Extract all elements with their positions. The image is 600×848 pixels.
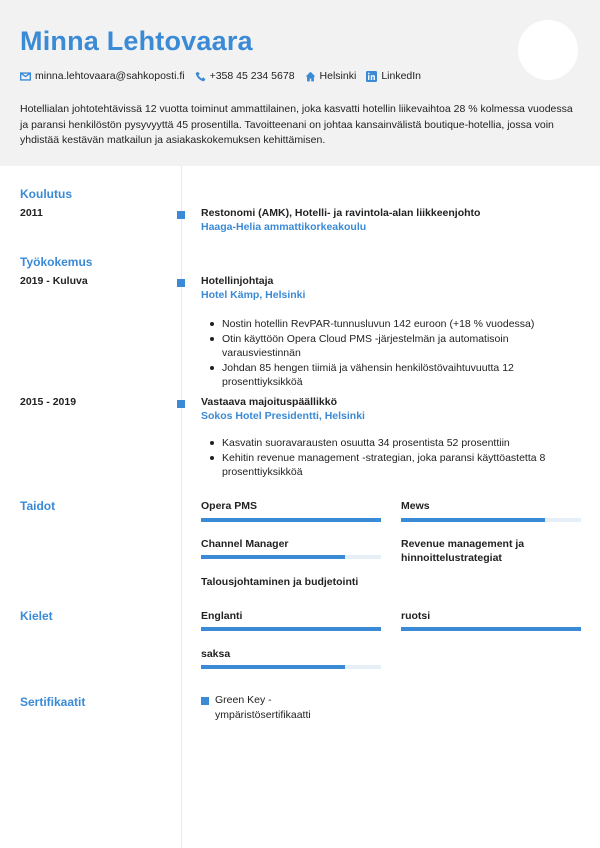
home-icon xyxy=(305,71,316,82)
section-title-education: Koulutus xyxy=(20,187,72,201)
header-band xyxy=(0,0,600,166)
candidate-name: Minna Lehtovaara xyxy=(20,26,253,56)
section-title-experience: Työkokemus xyxy=(20,255,93,269)
certificate-text: Green Key -ympäristösertifikaatti xyxy=(215,694,311,721)
job-organization: Hotel Kämp, Helsinki xyxy=(201,289,306,301)
phone-text: +358 45 234 5678 xyxy=(209,70,295,82)
skill-label: Talousjohtaminen ja budjetointi xyxy=(201,576,359,588)
profile-photo-placeholder xyxy=(518,20,578,80)
language-label: Englanti xyxy=(201,610,243,622)
contact-phone[interactable] xyxy=(195,70,295,82)
section-title-certificates: Sertifikaatit xyxy=(20,695,86,709)
language-bar xyxy=(401,627,581,631)
language-bar-fill xyxy=(201,665,345,669)
achievement-item: Johdan 85 hengen tiimiä ja vähensin henkilöstövaihtuvuutta 12 prosenttiyksikköä xyxy=(210,361,590,390)
job-role: Vastaava majoituspäällikkö xyxy=(201,396,337,408)
achievement-item: Kasvatin suoravarausten osuutta 34 prosentista 52 prosenttiin xyxy=(210,436,590,451)
job-date: 2015 - 2019 xyxy=(20,396,77,408)
contact-city xyxy=(305,70,357,82)
skill-label: Channel Manager xyxy=(201,538,289,550)
skill-bar-fill xyxy=(401,518,545,522)
achievement-item: Otin käyttöön Opera Cloud PMS -järjestelmän ja automatisoin varausviestinnän xyxy=(210,332,590,361)
envelope-icon xyxy=(20,71,31,82)
skill-bar xyxy=(401,518,581,522)
contact-email[interactable] xyxy=(20,70,185,82)
language-bar xyxy=(201,665,381,669)
language-bar-fill xyxy=(401,627,581,631)
language-label: ruotsi xyxy=(401,610,431,622)
section-title-skills: Taidot xyxy=(20,499,56,513)
city-text: Helsinki xyxy=(319,70,357,82)
education-date: 2011 xyxy=(20,207,43,219)
contact-row xyxy=(20,69,431,83)
language-label: saksa xyxy=(201,648,231,660)
profile-summary: Hotellialan johtotehtävissä 12 vuotta toiminut ammattilainen, joka kasvatti hotellin liikevaihtoa 28 % kolmessa vuodessa ja paransi henkilöstön pysyvyyttä 45 prosentilla. Tavoitteenani on johtaa kansainvälistä boutique-hotellia, jossa voin yhdistää kestävän matkailun ja asiakaskokemuksen kehittämisen. xyxy=(20,103,573,146)
certificate-item xyxy=(201,693,345,722)
achievement-item: Nostin hotellin RevPAR-tunnusluvun 142 euroon (+18 % vuodessa) xyxy=(210,317,590,332)
skill-bar xyxy=(201,555,381,559)
education-degree: Restonomi (AMK), Hotelli- ja ravintola-alan liikkeenjohto xyxy=(201,207,481,219)
timeline-marker xyxy=(177,279,185,287)
skill-label: Mews xyxy=(401,500,430,512)
skill-label: Revenue management ja hinnoittelustrategiat xyxy=(401,538,525,564)
job-date: 2019 - Kuluva xyxy=(20,275,88,287)
timeline-marker xyxy=(177,211,185,219)
job-achievements xyxy=(210,436,590,480)
section-title-languages: Kielet xyxy=(20,609,53,623)
job-organization: Sokos Hotel Presidentti, Helsinki xyxy=(201,410,365,422)
linkedin-text: LinkedIn xyxy=(381,70,422,82)
skill-bar-fill xyxy=(201,555,345,559)
skill-label: Opera PMS xyxy=(201,500,258,512)
skill-bar xyxy=(201,518,381,522)
contact-linkedin[interactable] xyxy=(366,70,421,82)
language-bar xyxy=(201,627,381,631)
certificate-marker xyxy=(201,697,209,705)
email-text: minna.lehtovaara@sahkoposti.fi xyxy=(35,70,185,82)
phone-icon xyxy=(195,71,206,82)
timeline-marker xyxy=(177,400,185,408)
job-role: Hotellinjohtaja xyxy=(201,275,274,287)
column-divider xyxy=(181,166,182,848)
job-achievements xyxy=(210,317,590,390)
achievement-item: Kehitin revenue management -strategian, joka paransi käyttöastetta 8 prosenttiyksikköä xyxy=(210,451,590,480)
language-bar-fill xyxy=(201,627,381,631)
linkedin-icon xyxy=(366,71,377,82)
education-school: Haaga-Helia ammattikorkeakoulu xyxy=(201,221,367,233)
skill-bar-fill xyxy=(201,518,381,522)
